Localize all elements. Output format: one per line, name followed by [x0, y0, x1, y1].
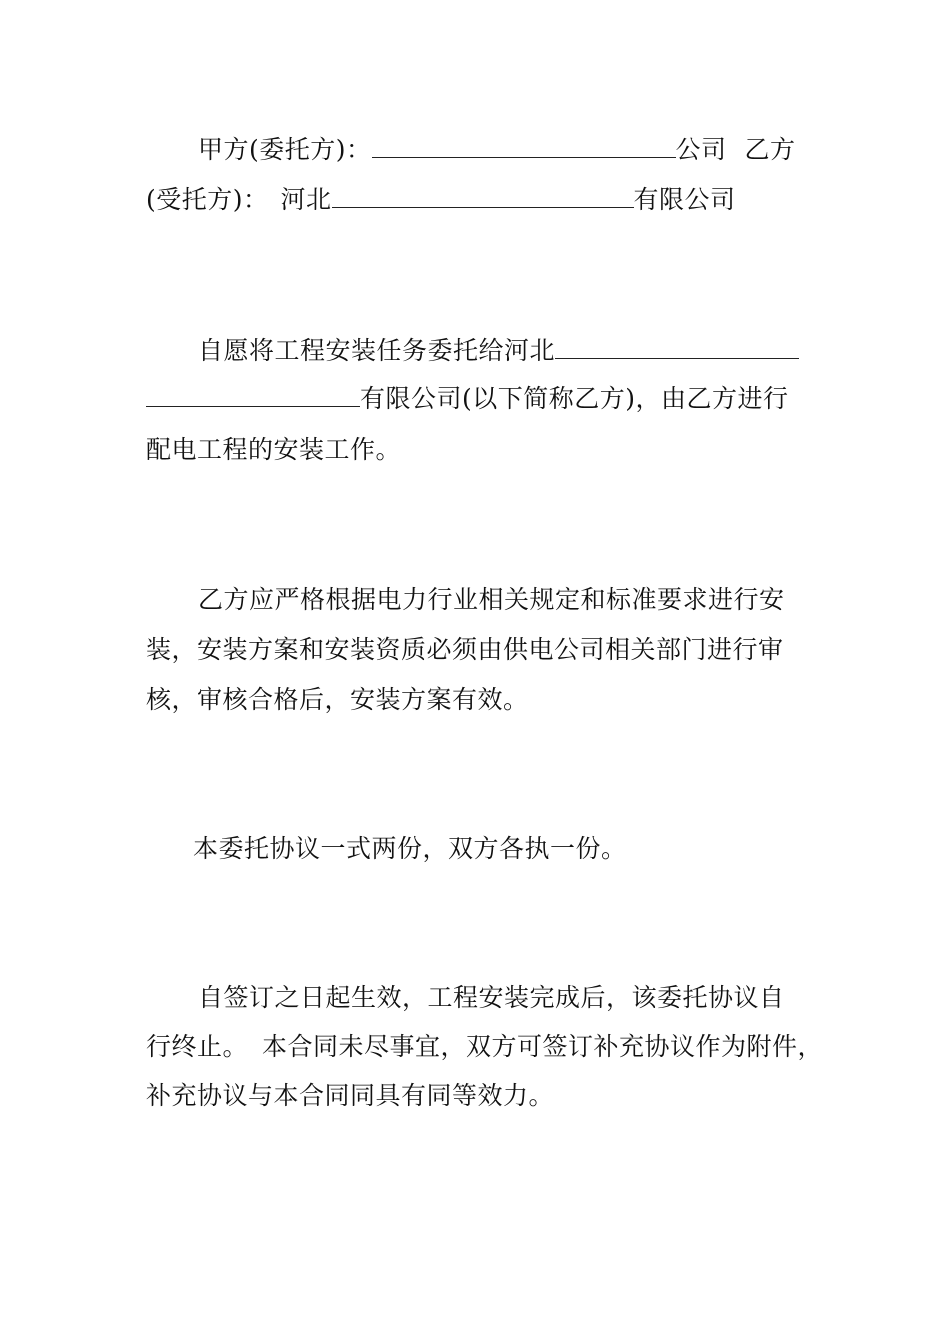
para4-text1: 本委托协议一式两份，双方各执一份。 [193, 834, 627, 863]
para5-text2b: 本合同未尽事宜，双方可签订补充协议作为附件， [262, 1032, 824, 1061]
para5-text2a: 行终止。 [146, 1032, 249, 1061]
para5-text3: 补充协议与本合同同具有同等效力。 [146, 1081, 555, 1110]
para2-text1: 自愿将工程安装任务委托给河北 [198, 336, 556, 365]
para4-line1 [193, 833, 883, 865]
para3-text1: 乙方应严格根据电力行业相关规定和标准要求进行安 [198, 585, 785, 614]
party-a-suffix: 公司 [675, 135, 727, 164]
party-b-suffix: 有限公司 [633, 185, 736, 214]
para2-blank1 [555, 336, 799, 359]
para5-line3 [146, 1080, 836, 1112]
para2-line2 [146, 383, 836, 415]
party-a-blank [372, 135, 676, 158]
party-b-blank [332, 185, 634, 208]
para3-line3 [146, 684, 836, 716]
para5-line2 [146, 1031, 836, 1063]
para2-line3 [146, 434, 836, 466]
para5-text1: 自签订之日起生效，工程安装完成后，该委托协议自 [198, 983, 785, 1012]
para3-text2: 装，安装方案和安装资质必须由供电公司相关部门进行审 [146, 635, 784, 664]
para2-text3: 配电工程的安装工作。 [146, 435, 402, 464]
para2-line1 [198, 335, 888, 367]
party-b-line [146, 184, 836, 216]
party-b-label-start: 乙方 [744, 135, 796, 164]
party-a-label: 甲方(委托方)： [198, 135, 372, 164]
para5-line1 [198, 982, 888, 1014]
party-b-label: (受托方)： [146, 185, 269, 214]
party-a-line [198, 134, 888, 166]
para3-line2 [146, 634, 836, 666]
para2-blank2 [146, 384, 360, 407]
party-b-prefix: 河北 [280, 185, 332, 214]
para3-line1 [198, 584, 888, 616]
para3-text3: 核，审核合格后，安装方案有效。 [146, 685, 529, 714]
para2-text2: 有限公司(以下简称乙方)，由乙方进行 [360, 384, 789, 413]
